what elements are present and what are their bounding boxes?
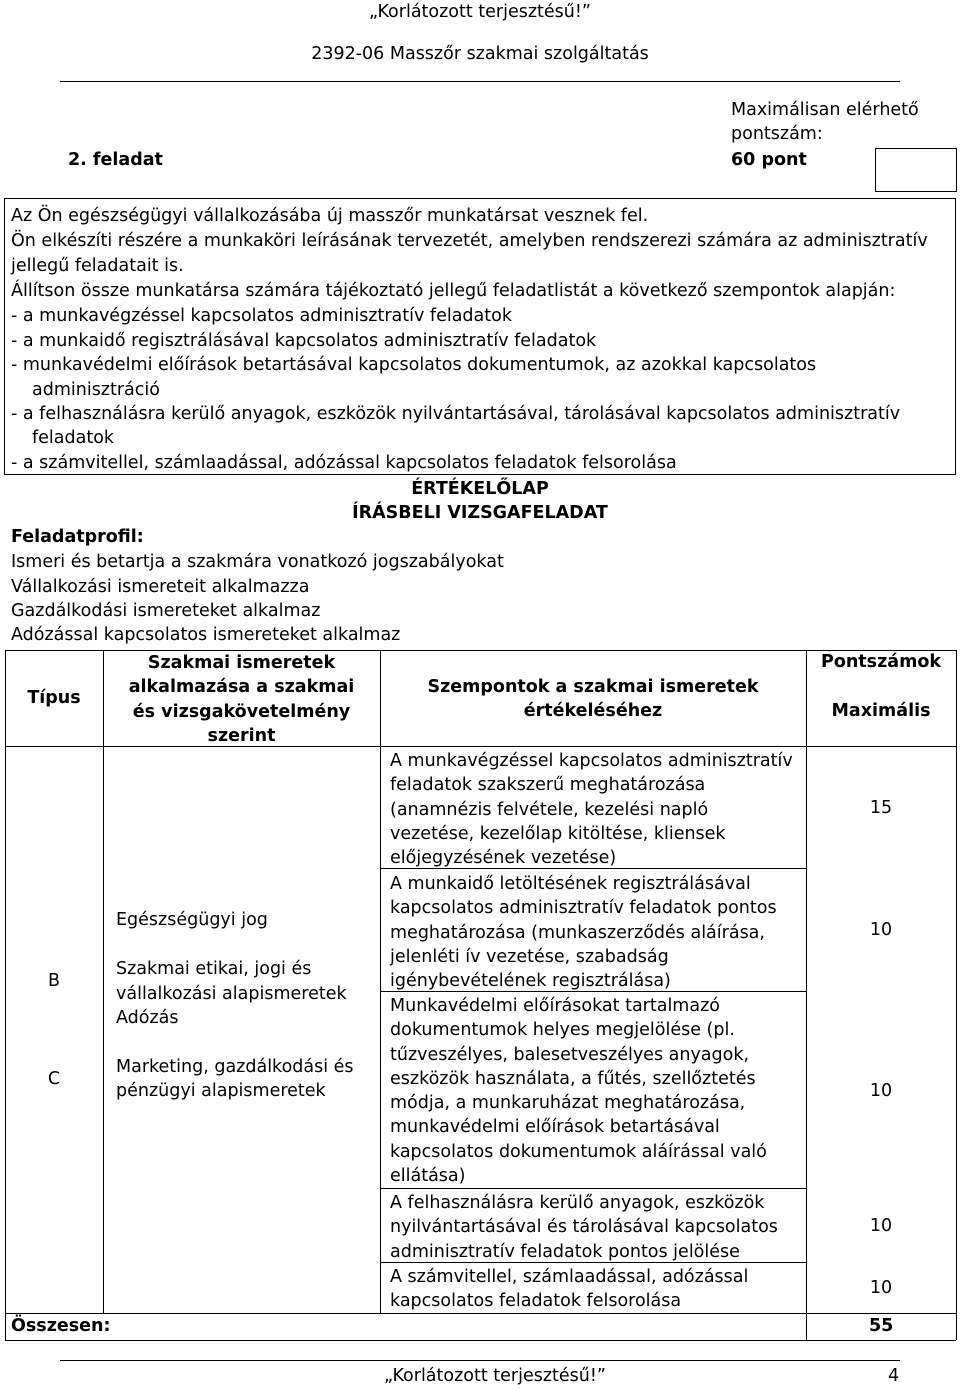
max-points-label-1: Maximálisan elérhető [731, 100, 919, 120]
col-criteria-header: Szempontok a szakmai ismeretek értékeléséhez [427, 677, 759, 722]
max-points-value: 60 pont [731, 150, 807, 170]
total-points: 55 [869, 1316, 894, 1336]
type-c: C [47, 1069, 61, 1089]
task-item: - a munkaidő regisztrálásával kapcsolatos adminisztratív feladatok [11, 331, 597, 351]
criteria-row: A munkaidő letöltésének regisztrálásával kapcsolatos adminisztratív feladatok pontos meghatározása (munkaszerződés aláírása, jelenléti ív vezetése, szabadság igénybevételének regisztrálása) [390, 874, 777, 992]
score-box [875, 148, 957, 192]
intro-line: jellegű feladatait is. [11, 256, 184, 276]
col-knowledge-header: Szakmai ismeretek alkalmazása a szakmai és vizsgakövetelmény szerint [128, 653, 355, 746]
row-points: 10 [869, 920, 893, 940]
subject-header: 2392-06 Masszőr szakmai szolgáltatás [311, 44, 649, 64]
row-points: 10 [869, 1081, 893, 1101]
page-number: 4 [888, 1366, 900, 1386]
row-points: 15 [869, 798, 893, 818]
criteria-row: A felhasználásra kerülő anyagok, eszközök nyilvántartásával és tárolásával kapcsolatos adminisztratív feladatok pontos jelölése [390, 1193, 778, 1262]
total-label: Összesen: [11, 1316, 111, 1336]
profile-item: Vállalkozási ismereteit alkalmazza [11, 577, 310, 597]
col-max-header: Maximális [831, 701, 931, 721]
profile-item: Adózással kapcsolatos ismereteket alkalmaz [11, 625, 401, 645]
row-points: 10 [869, 1278, 893, 1298]
restricted-header: „Korlátozott terjesztésű!” [369, 2, 591, 22]
task-item-cont: feladatok [32, 428, 115, 448]
knowledge-item: pénzügyi alapismeretek [116, 1081, 326, 1101]
header-rule [60, 81, 900, 82]
task-item: - munkavédelmi előírások betartásával kapcsolatos dokumentumok, az azokkal kapcsolatos [11, 355, 817, 375]
col-type-header: Típus [27, 688, 81, 708]
profile-item: Gazdálkodási ismereteket alkalmaz [11, 601, 321, 621]
criteria-row: Munkavédelmi előírásokat tartalmazó dokumentumok helyes megjelölése (pl. tűzveszélyes, balesetveszélyes anyagok, eszközök használata, a fűtés, szellőztetés módja, a munkaruházat meghatározása, munkavédelmi előírások betartásával kapcsolatos dokumentumok aláírással való ellátása) [390, 996, 767, 1187]
evaluation-title: ÉRTÉKELŐLAP [411, 479, 549, 499]
profile-label: Feladatprofil: [11, 527, 144, 547]
evaluation-subtitle: ÍRÁSBELI VIZSGAFELADAT [352, 503, 608, 523]
task-title: 2. feladat [68, 150, 163, 170]
knowledge-item: vállalkozási alapismeretek [116, 984, 347, 1004]
intro-line: Ön elkészíti részére a munkaköri leírásának tervezetét, amelyben rendszerezi számára az adminisztratív [11, 231, 928, 251]
criteria-row: A számvitellel, számlaadással, adózással kapcsolatos feladatok felsorolása [390, 1267, 749, 1312]
task-item-cont: adminisztráció [32, 380, 160, 400]
task-item: - a számvitellel, számlaadással, adózással kapcsolatos feladatok felsorolása [11, 453, 677, 473]
knowledge-item: Egészségügyi jog [116, 910, 268, 930]
knowledge-item: Adózás [116, 1008, 179, 1028]
max-points-label-2: pontszám: [731, 124, 823, 144]
knowledge-item: Szakmai etikai, jogi és [116, 959, 312, 979]
col-points-header: Pontszámok [821, 652, 941, 672]
intro-line: Állítson össze munkatársa számára tájékoztató jellegű feladatlistát a következő szempontok alapján: [11, 281, 896, 301]
restricted-footer: „Korlátozott terjesztésű!” [384, 1366, 606, 1386]
task-item: - a munkavégzéssel kapcsolatos adminisztratív feladatok [11, 306, 512, 326]
row-points: 10 [869, 1216, 893, 1236]
type-b: B [47, 971, 60, 991]
knowledge-item: Marketing, gazdálkodási és [116, 1057, 354, 1077]
intro-line: Az Ön egészségügyi vállalkozásába új masszőr munkatársat vesznek fel. [11, 206, 649, 226]
profile-item: Ismeri és betartja a szakmára vonatkozó jogszabályokat [11, 552, 504, 572]
task-item: - a felhasználásra kerülő anyagok, eszközök nyilvántartásával, tárolásával kapcsolatos adminisztratív [11, 404, 901, 424]
criteria-row: A munkavégzéssel kapcsolatos adminisztratív feladatok szakszerű meghatározása (anamnézis felvétele, kezelési napló vezetése, kezelőlap kitöltése, kliensek előjegyzésének vezetése) [390, 751, 793, 869]
footer-rule [60, 1360, 900, 1361]
